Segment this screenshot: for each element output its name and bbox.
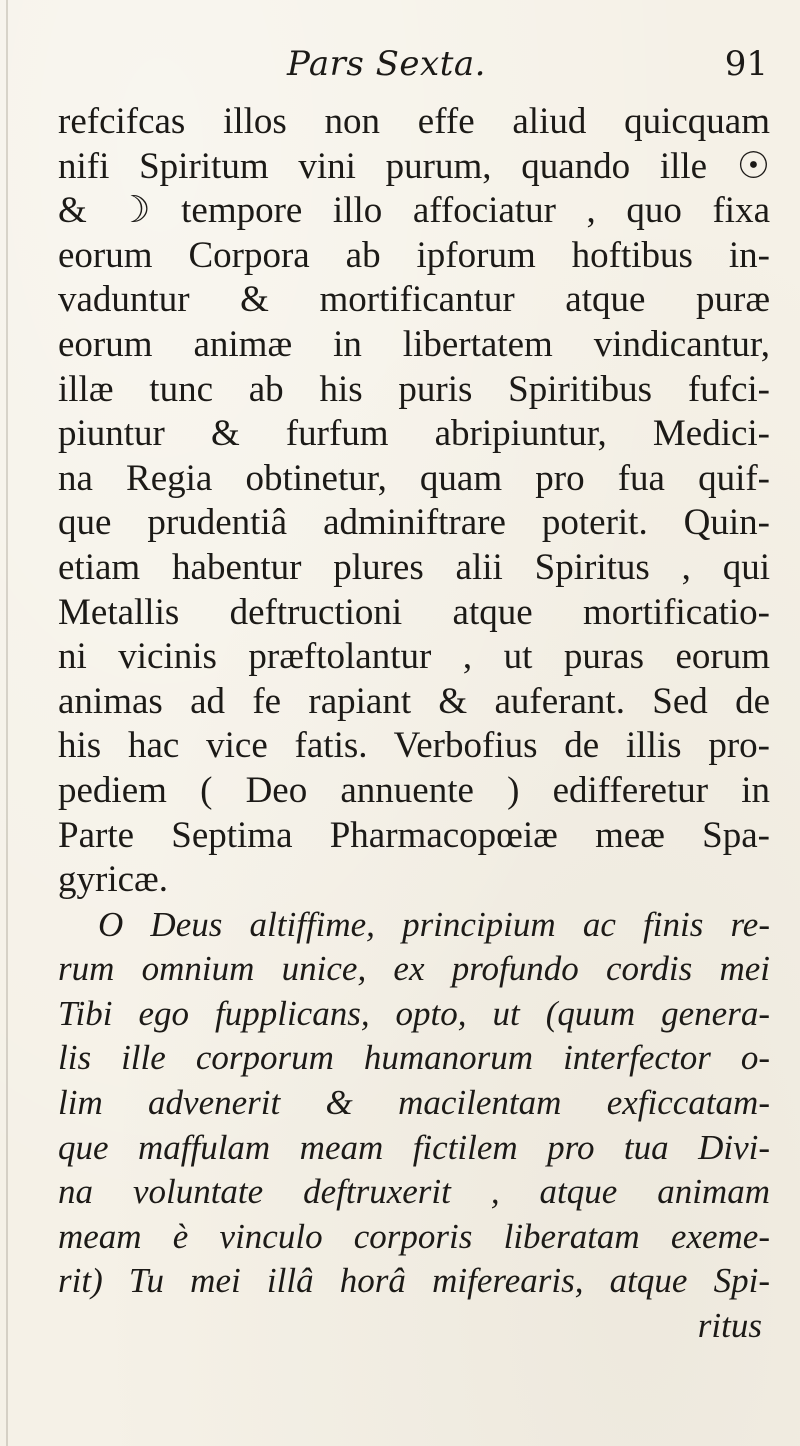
text-line: animas ad fe rapiant & auferant. Sed de [58,680,770,722]
prayer-line: meam è vinculo corporis liberatam exeme- [58,1216,770,1256]
body-text [58,100,770,1349]
page-edge-shadow [6,0,8,1446]
text-line: nifi Spiritum vini purum, quando ille ☉ [58,145,770,187]
text-line: ni vicinis præftolantur , ut puras eorum [58,636,770,678]
running-title: Pars Sexta. [287,44,486,84]
prayer-line: lis ille corporum humanorum interfector o- [58,1038,770,1078]
text-line: gyricæ. [58,859,168,901]
text-line: eorum animæ in libertatem vindicantur, [58,323,770,365]
prayer-line: rit) Tu mei illâ horâ miferearis, atque Spi- [58,1261,770,1301]
text-line: Parte Septima Pharmacopœiæ meæ Spa- [58,814,770,856]
catchword: ritus [697,1306,762,1346]
prayer-line: O Deus altiffime, principium ac finis re- [98,904,770,944]
text-line: que prudentiâ adminiftrare poterit. Quin- [58,502,770,544]
prayer-line: rum omnium unice, ex profundo cordis mei [58,949,770,989]
page-number: 91 [724,44,768,84]
text-line: etiam habentur plures alii Spiritus , qui [58,546,770,588]
text-line: na Regia obtinetur, quam pro fua quif- [58,457,770,499]
prayer-line: Tibi ego fupplicans, opto, ut (quum genera- [58,993,770,1033]
text-line: illæ tunc ab his puris Spiritibus fufci- [58,368,770,410]
text-line: Metallis deftructioni atque mortificatio- [58,591,770,633]
text-line: his hac vice fatis. Verbofius de illis pro- [58,725,770,767]
text-line: vaduntur & mortificantur atque puræ [58,279,770,321]
text-line: piuntur & furfum abripiuntur, Medici- [58,413,770,455]
text-line: eorum Corpora ab ipforum hoftibus in- [58,234,770,276]
prayer-line: que maffulam meam fictilem pro tua Divi- [58,1127,770,1167]
page-header [0,44,800,94]
text-line: refcifcas illos non effe aliud quicquam [58,101,770,142]
prayer-line: lim advenerit & macilentam exficcatam- [58,1083,770,1123]
prayer-line: na voluntate deftruxerit , atque animam [58,1172,770,1212]
text-line: pediem ( Deo annuente ) edifferetur in [58,769,770,811]
text-line: & ☽ tempore illo affociatur , quo fixa [58,190,770,232]
